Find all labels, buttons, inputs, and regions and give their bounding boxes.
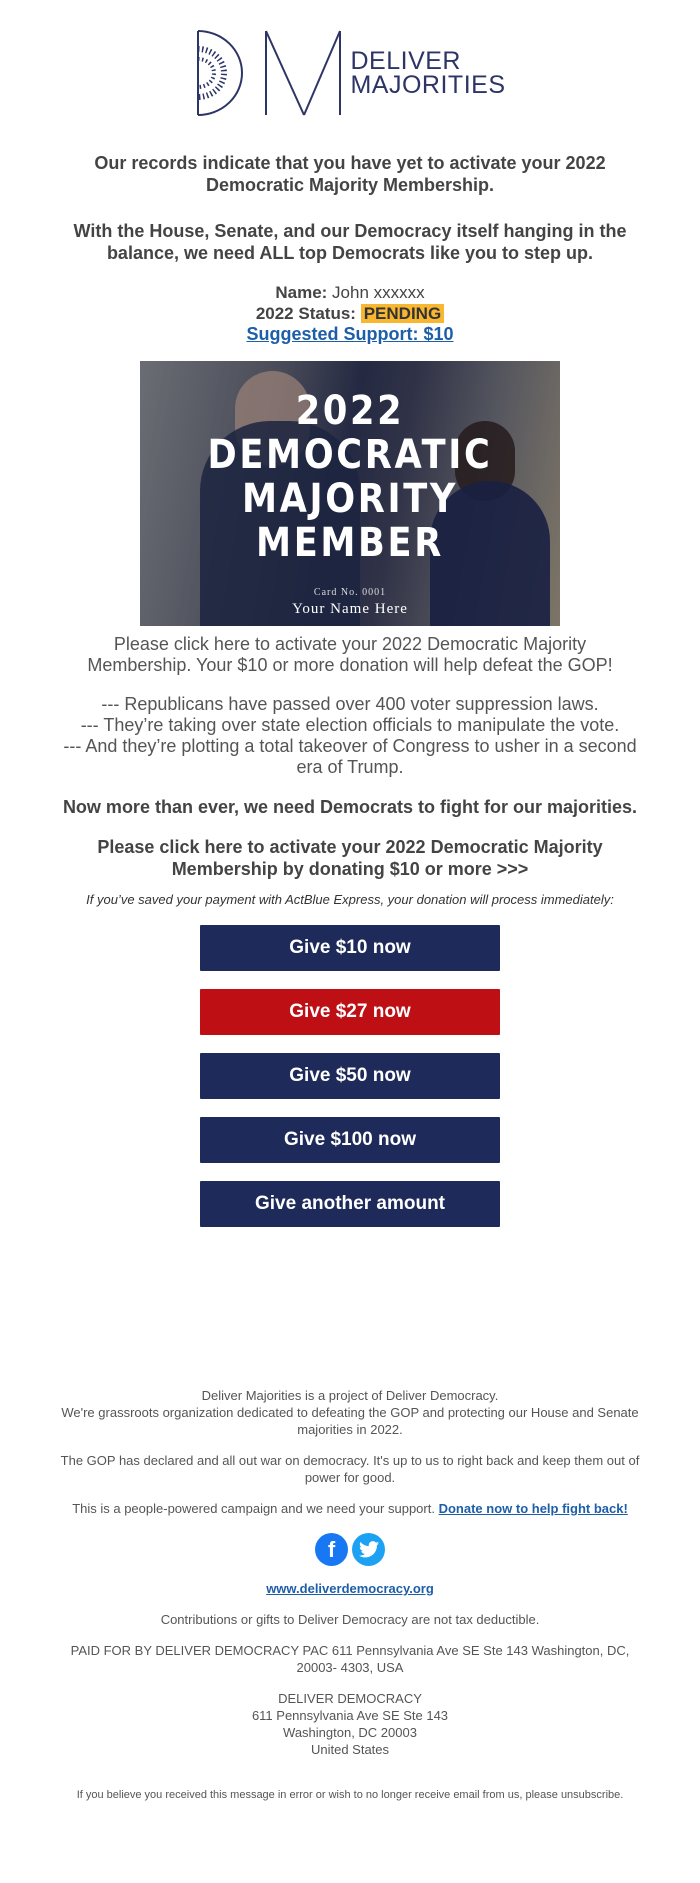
suggested-support-link[interactable]: Suggested Support: $10 <box>246 324 454 344</box>
donation-buttons <box>0 907 700 1227</box>
unsubscribe-link[interactable]: unsubscribe. <box>560 1789 624 1801</box>
address-country: United States <box>310 1742 390 1757</box>
give-27-button[interactable]: Give $27 now <box>200 989 500 1035</box>
membership-card-image[interactable] <box>140 361 560 626</box>
card-title-line-1: 2022 <box>295 388 405 434</box>
status-label: 2022 Status: <box>255 304 356 323</box>
twitter-bird-icon <box>359 1541 379 1558</box>
actblue-express-note: If you’ve saved your payment with ActBlue Express, your donation will process immediately: <box>86 892 614 907</box>
footer <box>60 1387 640 1758</box>
address-city: Washington, DC 20003 <box>283 1725 417 1740</box>
intro-paragraph-2: With the House, Senate, and our Democracy itself hanging in the balance, we need ALL top Democrats like you to step up. <box>73 221 627 263</box>
bullet-1: --- Republicans have passed over 400 voter suppression laws. <box>101 694 599 714</box>
paid-for-disclaimer: PAID FOR BY DELIVER DEMOCRACY PAC 611 Pennsylvania Ave SE Ste 143 Washington, DC, 20003- 4303, USA <box>70 1643 630 1675</box>
twitter-icon[interactable] <box>352 1533 385 1566</box>
logo-line-2: MAJORITIES <box>350 71 506 99</box>
give-100-button[interactable]: Give $100 now <box>200 1117 500 1163</box>
dm-logo-icon <box>194 29 344 117</box>
give-10-button[interactable]: Give $10 now <box>200 925 500 971</box>
footer-support-paragraph <box>60 1500 640 1517</box>
website-link[interactable]: www.deliverdemocracy.org <box>266 1581 434 1596</box>
facebook-glyph: f <box>327 1537 336 1562</box>
footer-war-paragraph: The GOP has declared and all out war on democracy. It's up to us to right back and keep them out of power for good. <box>60 1453 640 1485</box>
give-50-button[interactable]: Give $50 now <box>200 1053 500 1099</box>
activate-paragraph: Please click here to activate your 2022 Democratic Majority Membership. Your $10 or more donation will help defeat the GOP! <box>87 634 613 675</box>
call-to-fight: Now more than ever, we need Democrats to fight for our majorities. <box>62 797 638 817</box>
intro-section <box>60 152 640 264</box>
name-value: John xxxxxx <box>332 283 425 302</box>
tax-disclaimer: Contributions or gifts to Deliver Democracy are not tax deductible. <box>160 1612 540 1627</box>
body-copy <box>60 634 640 778</box>
bullet-3: --- And they’re plotting a total takeover of Congress to usher in a second era of Trump. <box>63 736 637 777</box>
social-links <box>60 1533 640 1566</box>
card-title <box>140 389 560 565</box>
address-street: 611 Pennsylvania Ave SE Ste 143 <box>251 1708 449 1723</box>
intro-paragraph-1: Our records indicate that you have yet to activate your 2022 Democratic Majority Membership. <box>94 153 606 195</box>
status-row <box>0 303 700 324</box>
footer-project-line: Deliver Majorities is a project of Deliver Democracy. <box>201 1388 499 1403</box>
unsubscribe-notice <box>70 1788 630 1802</box>
facebook-icon[interactable] <box>315 1533 348 1566</box>
card-title-line-3: MAJORITY <box>241 476 459 522</box>
card-title-line-4: MEMBER <box>256 520 444 566</box>
logo-line-1: DELIVER <box>350 47 461 75</box>
card-number: Card No. 0001 <box>313 587 387 598</box>
deliver-majorities-logo <box>0 0 700 118</box>
member-info <box>0 282 700 345</box>
give-other-amount-button[interactable]: Give another amount <box>200 1181 500 1227</box>
unsubscribe-text: If you believe you received this message in error or wish to no longer receive email from us, please <box>76 1789 558 1801</box>
footer-mission-line: We're grassroots organization dedicated to defeating the GOP and protecting our House and Senate majorities in 2022. <box>61 1405 639 1437</box>
footer-support-text: This is a people-powered campaign and we need your support. <box>72 1501 435 1516</box>
status-badge: PENDING <box>361 304 444 323</box>
card-title-line-2: DEMOCRATIC <box>207 432 493 478</box>
name-label: Name: <box>275 283 328 302</box>
name-row <box>0 282 700 303</box>
logo-wordmark <box>350 49 505 97</box>
bullet-2: --- They’re taking over state election officials to manipulate the vote. <box>80 715 620 735</box>
activate-cta-text: Please click here to activate your 2022 Democratic Majority Membership by donating $10 or more >>> <box>97 837 603 879</box>
address-org: DELIVER DEMOCRACY <box>278 1691 422 1706</box>
donate-fight-back-link[interactable]: Donate now to help fight back! <box>438 1501 628 1516</box>
card-name: Your Name Here <box>292 601 408 617</box>
